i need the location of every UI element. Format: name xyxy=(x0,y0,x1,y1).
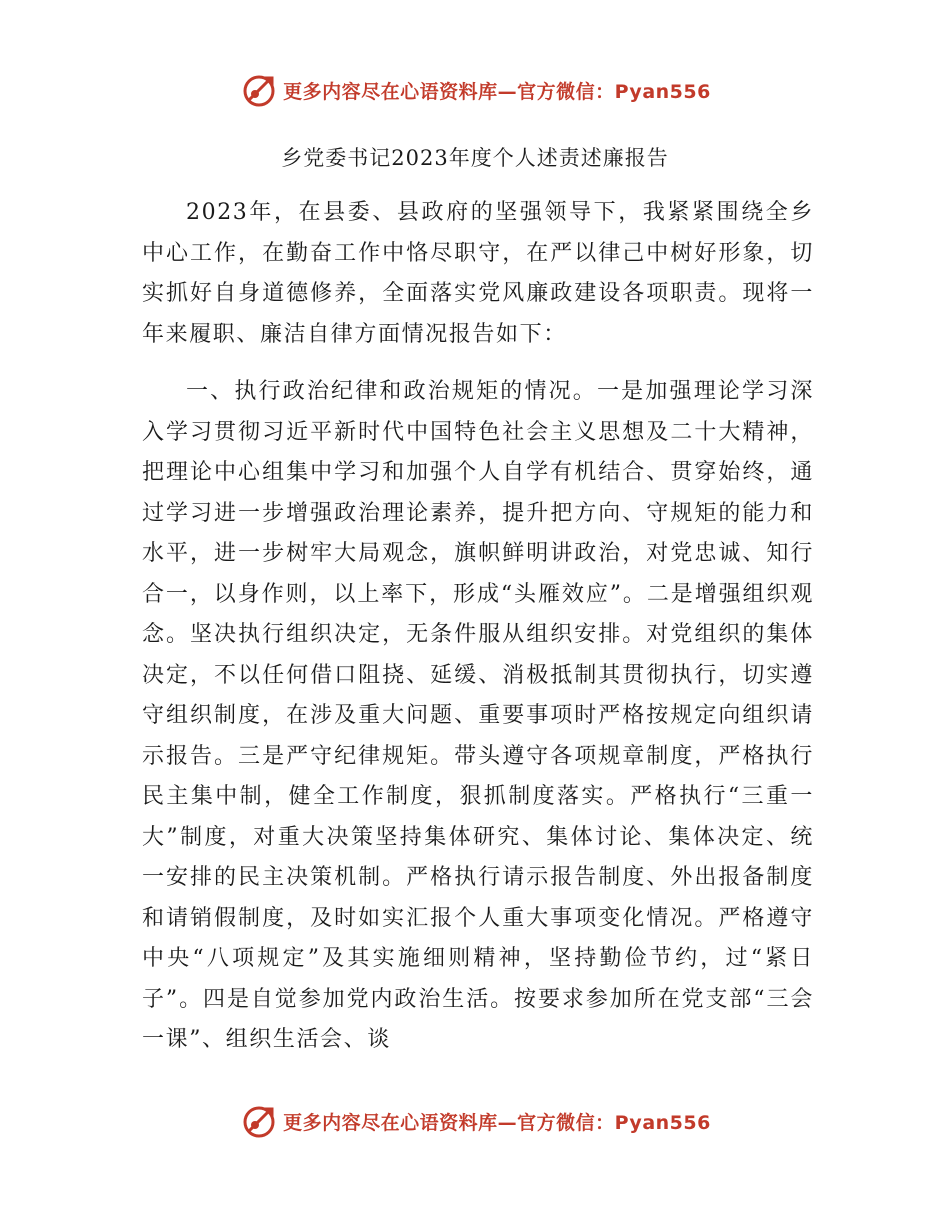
paragraph-section-1: 一、执行政治纪律和政治规矩的情况。一是加强理论学习深入学习贯彻习近平新时代中国特色社会主义思想及二十大精神，把理论中心组集中学习和加强个人自学有机结合、贯穿始终，通过学习进一步增强政治理论素养，提升把方向、守规矩的能力和水平，进一步树牢大局观念，旗帜鲜明讲政治，对党忠诚、知行合一，以身作则，以上率下，形成“头雁效应”。二是增强组织观念。坚决执行组织决定，无条件服从组织安排。对党组织的集体决定，不以任何借口阻挠、延缓、消极抵制其贯彻执行，切实遵守组织制度，在涉及重大问题、重要事项时严格按规定向组织请示报告。三是严守纪律规矩。带头遵守各项规章制度，严格执行民主集中制，健全工作制度，狠抓制度落实。严格执行“三重一大”制度，对重大决策坚持集体研究、集体讨论、集体决定、统一安排的民主决策机制。严格执行请示报告制度、外出报备制度和请销假制度，及时如实汇报个人重大事项变化情况。严格遵守中央“八项规定”及其实施细则精神，坚持勤俭节约，过“紧日子”。四是自觉参加党内政治生活。按要求参加所在党支部“三会一课”、组织生活会、谈 xyxy=(142,379,814,1052)
logo-icon xyxy=(239,1101,279,1141)
watermark-text: 更多内容尽在心语资料库—官方微信：Pyan556 xyxy=(283,80,711,103)
watermark-text: 更多内容尽在心语资料库—官方微信：Pyan556 xyxy=(283,1111,711,1134)
watermark-banner-top xyxy=(0,68,950,112)
document-title: 乡党委书记2023年度个人述责述廉报告 xyxy=(281,146,669,170)
logo-icon xyxy=(239,70,279,110)
paragraph-intro: 2023年，在县委、县政府的坚强领导下，我紧紧围绕全乡中心工作，在勤奋工作中恪尽职守，在严以律己中树好形象，切实抓好自身道德修养，全面落实党风廉政建设各项职责。现将一年来履职、廉洁自律方面情况报告如下： xyxy=(142,200,814,347)
watermark-banner-bottom xyxy=(0,1099,950,1143)
